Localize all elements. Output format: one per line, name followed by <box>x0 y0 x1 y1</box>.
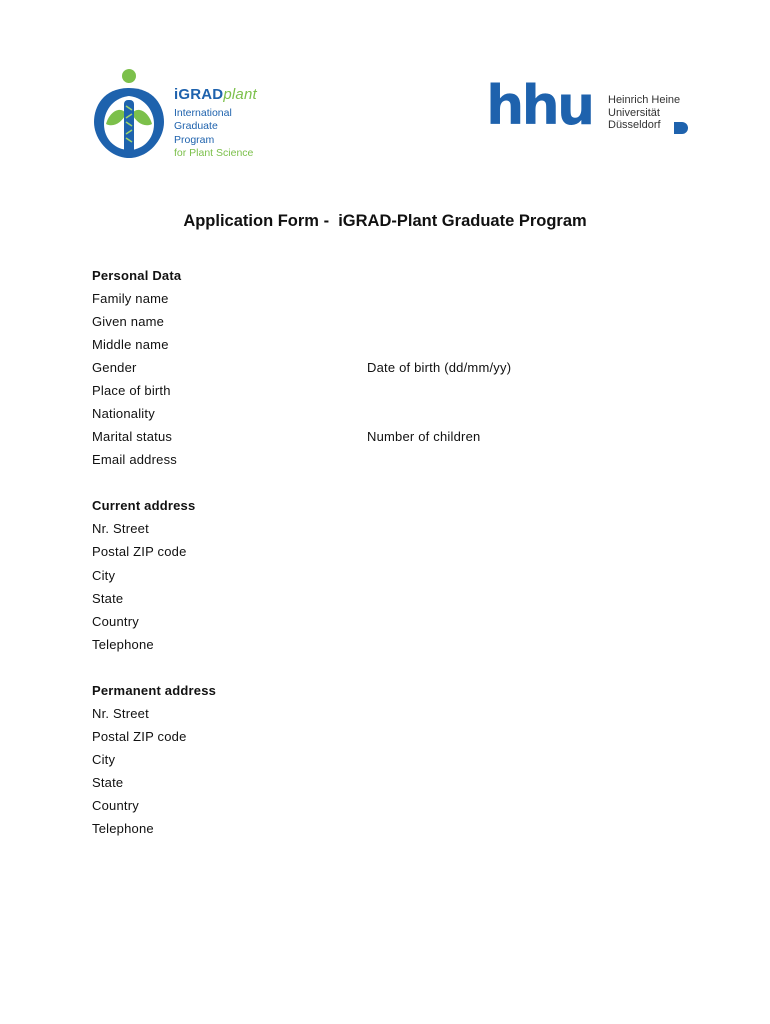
igrad-plant-logo <box>92 66 272 166</box>
permanent-country-label: Country <box>92 798 139 813</box>
permanent-state-label: State <box>92 775 124 790</box>
gender-label: Gender <box>92 360 137 375</box>
igrad-line-3: Program <box>174 133 215 146</box>
permanent-telephone-label: Telephone <box>92 821 154 836</box>
hhu-mark-icon <box>674 122 688 134</box>
current-state-label: State <box>92 591 124 606</box>
given-name-label: Given name <box>92 314 165 329</box>
number-of-children-label: Number of children <box>367 429 481 444</box>
hhu-wordmark: hhu <box>486 74 593 137</box>
hhu-line-3: Düsseldorf <box>608 119 661 131</box>
marital-status-label: Marital status <box>92 429 173 444</box>
personal-data-heading: Personal Data <box>92 268 182 283</box>
igrad-line-1: International <box>174 107 232 119</box>
igrad-line-2: Graduate <box>174 120 218 133</box>
permanent-address-heading: Permanent address <box>92 683 217 698</box>
current-street-label: Nr. Street <box>92 521 149 536</box>
hhu-logo <box>486 74 696 137</box>
family-name-label: Family name <box>92 291 169 306</box>
igrad-line-4: for Plant Science <box>174 146 254 159</box>
current-zip-label: Postal ZIP code <box>92 544 187 559</box>
current-city-label: City <box>92 568 116 583</box>
permanent-street-label: Nr. Street <box>92 706 149 721</box>
hhu-line-1: Heinrich Heine <box>608 94 681 106</box>
date-of-birth-label: Date of birth (dd/mm/yy) <box>367 360 512 375</box>
current-country-label: Country <box>92 614 139 629</box>
permanent-zip-label: Postal ZIP code <box>92 729 187 744</box>
current-telephone-label: Telephone <box>92 637 154 652</box>
permanent-city-label: City <box>92 752 116 767</box>
igrad-brand-main: iGRAD <box>174 86 224 103</box>
current-address-heading: Current address <box>92 498 196 513</box>
igrad-brand-plant: plant <box>223 86 257 103</box>
place-of-birth-label: Place of birth <box>92 383 171 398</box>
igrad-emblem-icon <box>92 66 172 166</box>
page-title: Application Form - iGRAD-Plant Graduate Program <box>183 212 587 230</box>
hhu-line-2: Universität <box>608 106 660 119</box>
email-address-label: Email address <box>92 452 177 467</box>
nationality-label: Nationality <box>92 406 155 421</box>
middle-name-label: Middle name <box>92 337 169 352</box>
